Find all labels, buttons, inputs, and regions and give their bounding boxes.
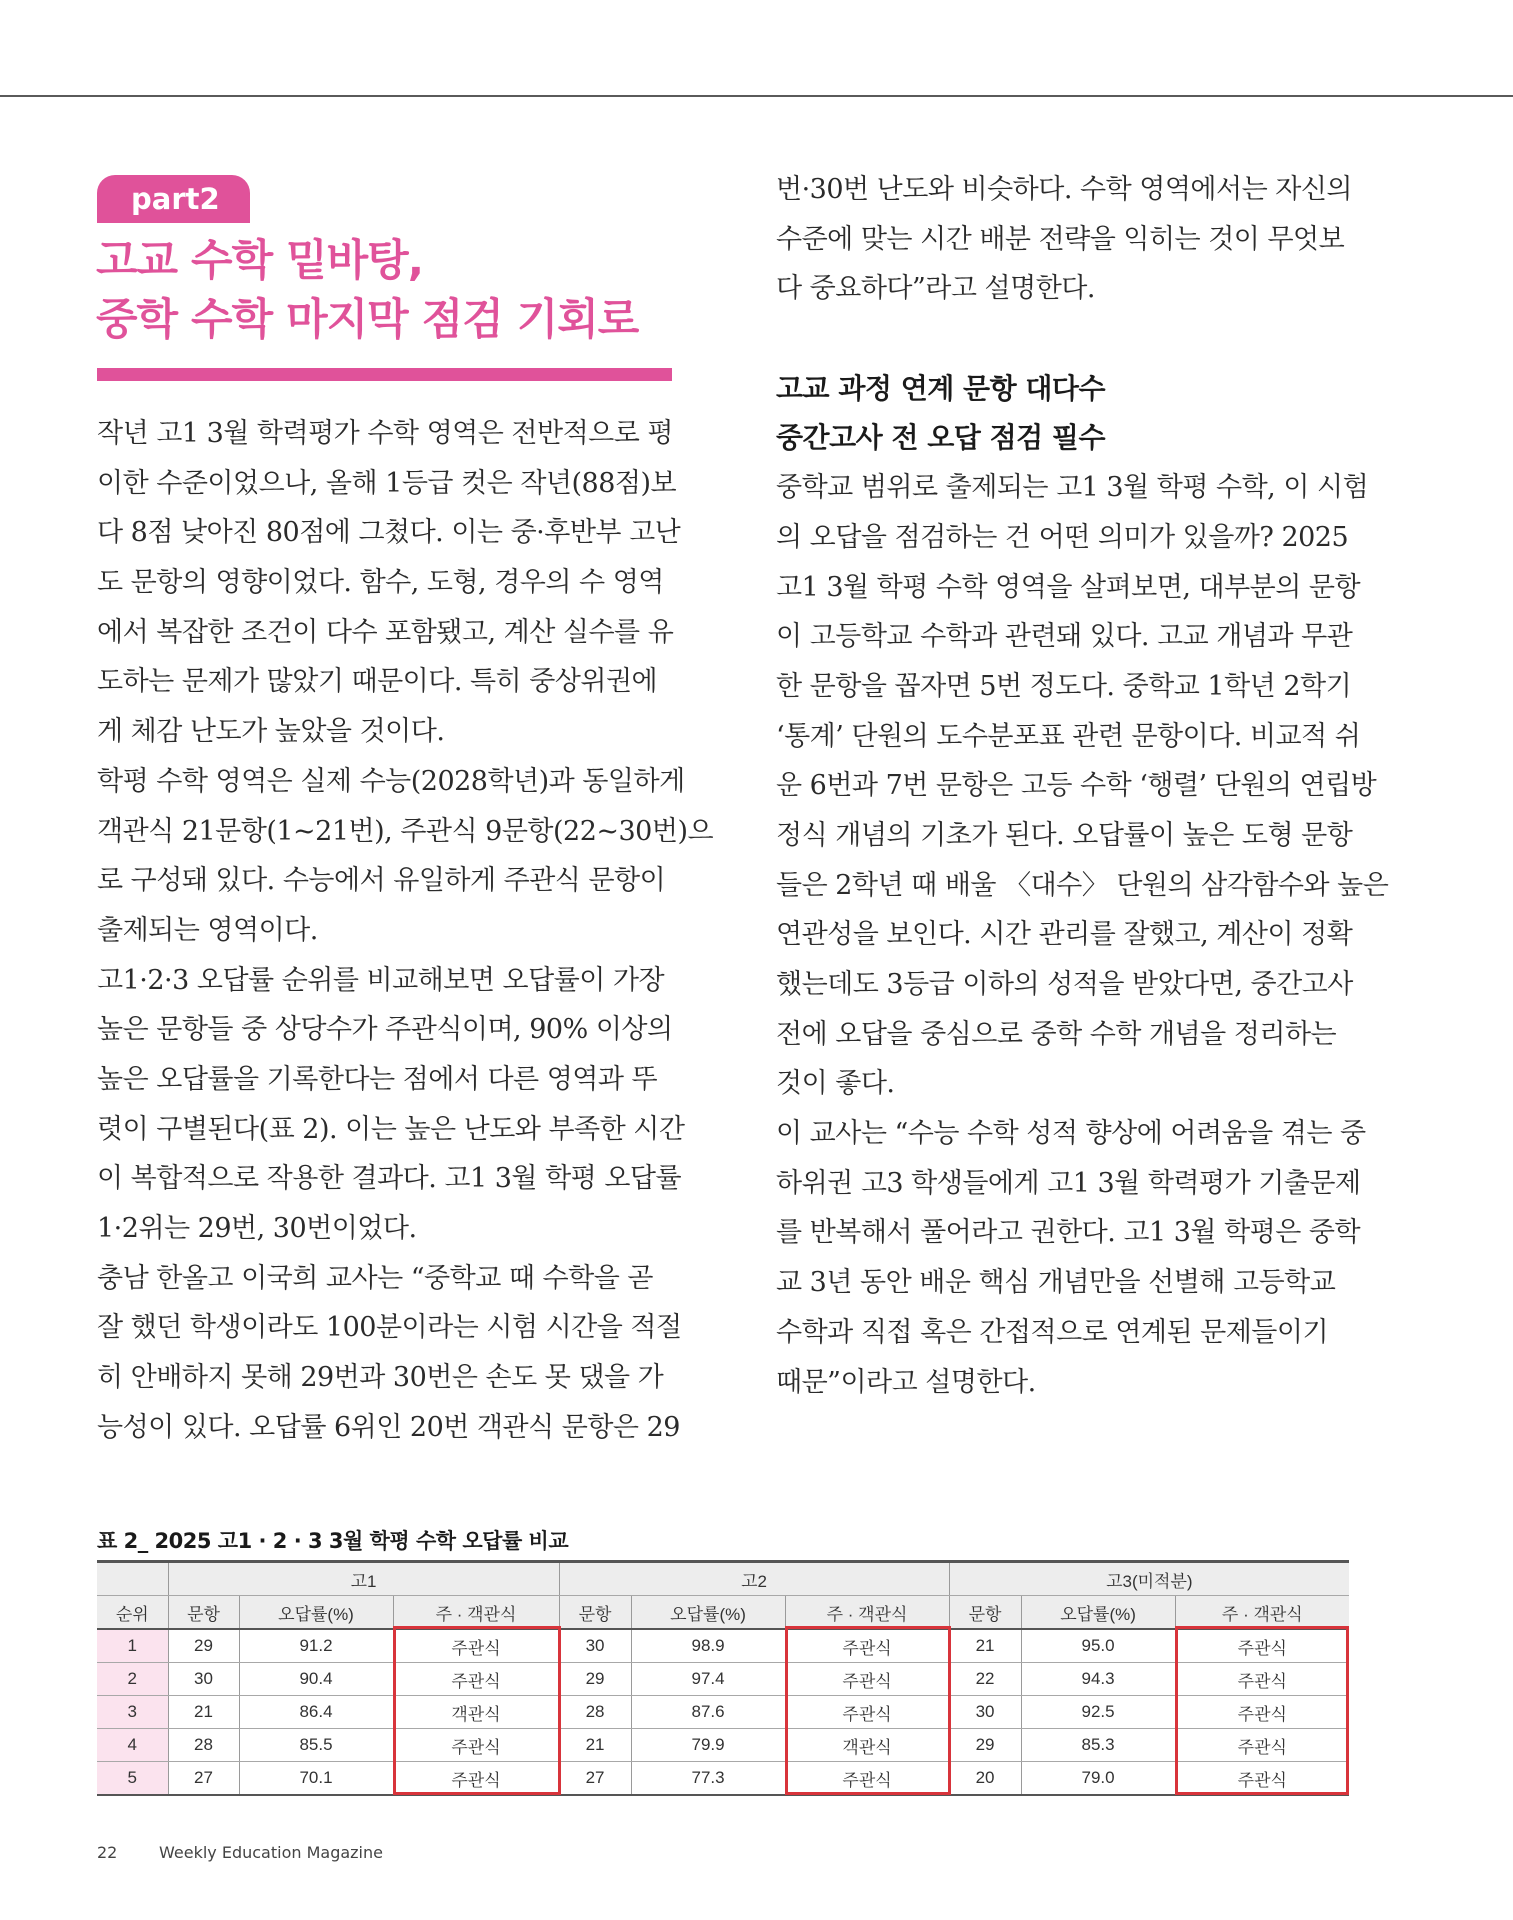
body-text-line: 중학교 범위로 출제되는 고1 3월 학평 수학, 이 시험 <box>776 472 1369 504</box>
sub-header: 주 · 객관식 <box>785 1596 949 1630</box>
question-type-cell: 객관식 <box>393 1696 559 1729</box>
item-cell: 30 <box>949 1696 1021 1729</box>
question-type-cell: 주관식 <box>393 1629 559 1663</box>
item-cell: 29 <box>949 1729 1021 1762</box>
body-text-line: 연관성을 보인다. 시간 관리를 잘했고, 계산이 정확 <box>776 919 1353 951</box>
body-text-line: 작년 고1 3월 학력평가 수학 영역은 전반적으로 평 <box>97 418 673 449</box>
headline-line: 고교 수학 밑바탕, <box>96 236 424 286</box>
magazine-name: Weekly Education Magazine <box>159 1843 383 1862</box>
body-text-line: 다 8점 낮아진 80점에 그쳤다. 이는 중·후반부 고난 <box>97 517 681 549</box>
table-caption: 표 2_ 2025 고1 · 2 · 3 3월 학평 수학 오답률 비교 <box>97 1529 569 1553</box>
item-cell: 22 <box>949 1663 1021 1696</box>
headline <box>96 232 696 350</box>
body-text-line: 고1 3월 학평 수학 영역을 살펴보면, 대부분의 문항 <box>776 571 1361 603</box>
item-cell: 21 <box>559 1729 631 1762</box>
headline-line: 중학 수학 마지막 점검 기회로 <box>96 295 639 345</box>
group-header: 고2 <box>559 1562 949 1596</box>
sub-header: 주 · 객관식 <box>1175 1596 1349 1630</box>
body-text-line: 를 반복해서 풀어라고 권한다. 고1 3월 학평은 중학 <box>776 1217 1361 1249</box>
body-text-line: 1·2위는 29번, 30번이었다. <box>97 1213 417 1244</box>
body-text-line: 전에 오답을 중심으로 중학 수학 개념을 정리하는 <box>776 1018 1337 1050</box>
group-header: 고3(미적분) <box>949 1562 1349 1596</box>
sub-header: 오답률(%) <box>1021 1596 1175 1630</box>
sub-header: 오답률(%) <box>631 1596 785 1630</box>
error-rate-cell: 79.0 <box>1021 1762 1175 1796</box>
body-text-line: 출제되는 영역이다. <box>97 914 318 946</box>
question-type-cell: 주관식 <box>1175 1696 1349 1729</box>
table-row <box>97 1729 1349 1762</box>
body-text-line: 교 3년 동안 배운 핵심 개념만을 선별해 고등학교 <box>776 1267 1336 1299</box>
question-type-cell: 주관식 <box>1175 1729 1349 1762</box>
rank-cell: 2 <box>97 1663 168 1696</box>
rank-cell: 1 <box>97 1629 168 1663</box>
headline-underline <box>97 368 672 381</box>
rank-header: 순위 <box>97 1596 168 1630</box>
error-rate-cell: 97.4 <box>631 1663 785 1696</box>
table-row <box>97 1762 1349 1796</box>
subheading-line: 고교 과정 연계 문항 대다수 <box>776 371 1106 405</box>
error-rate-cell: 90.4 <box>239 1663 393 1696</box>
body-text-line: 의 오답을 점검하는 건 어떤 의미가 있을까? 2025 <box>776 521 1349 553</box>
error-rate-cell: 98.9 <box>631 1629 785 1663</box>
item-cell: 28 <box>559 1696 631 1729</box>
question-type-cell: 주관식 <box>1175 1762 1349 1796</box>
left-column <box>97 409 714 1452</box>
body-text-line: 했는데도 3등급 이하의 성적을 받았다면, 중간고사 <box>776 969 1353 1000</box>
body-text-line: 렷이 구별된다(표 2). 이는 높은 난도와 부족한 시간 <box>97 1113 685 1145</box>
body-text-line: ‘통계’ 단원의 도수분포표 관련 문항이다. 비교적 쉬 <box>776 720 1361 752</box>
sub-header: 문항 <box>559 1596 631 1630</box>
sub-header: 문항 <box>949 1596 1021 1630</box>
error-rate-cell: 91.2 <box>239 1629 393 1663</box>
body-text-line: 이 고등학교 수학과 관련돼 있다. 고교 개념과 무관 <box>776 621 1353 653</box>
rank-cell: 3 <box>97 1696 168 1729</box>
body-text-line: 한 문항을 꼽자면 5번 정도다. 중학교 1학년 2학기 <box>776 670 1352 702</box>
item-cell: 27 <box>168 1762 239 1796</box>
sub-header: 주 · 객관식 <box>393 1596 559 1630</box>
subheading-line: 중간고사 전 오답 점검 필수 <box>776 421 1106 455</box>
body-text-line: 능성이 있다. 오답률 6위인 20번 객관식 문항은 29 <box>97 1411 680 1443</box>
table-row <box>97 1663 1349 1696</box>
error-rate-table <box>97 1560 1349 1796</box>
item-cell: 29 <box>168 1629 239 1663</box>
question-type-cell: 주관식 <box>393 1729 559 1762</box>
body-text-line: 높은 오답률을 기록한다는 점에서 다른 영역과 뚜 <box>97 1063 658 1095</box>
error-rate-cell: 87.6 <box>631 1696 785 1729</box>
body-text-line: 다 중요하다”라고 설명한다. <box>776 273 1095 305</box>
error-rate-cell: 95.0 <box>1021 1629 1175 1663</box>
body-text-line: 충남 한올고 이국희 교사는 “중학교 때 수학을 곧 <box>97 1262 653 1294</box>
error-rate-cell: 86.4 <box>239 1696 393 1729</box>
page-footer <box>97 1843 383 1862</box>
body-text-line: 수준에 맞는 시간 배분 전략을 익히는 것이 무엇보 <box>776 223 1345 255</box>
question-type-cell: 주관식 <box>1175 1629 1349 1663</box>
body-text-line: 객관식 21문항(1~21번), 주관식 9문항(22~30번)으 <box>97 815 714 847</box>
table-row <box>97 1629 1349 1663</box>
body-text-line: 이 교사는 “수능 수학 성적 향상에 어려움을 겪는 중 <box>776 1118 1366 1150</box>
error-rate-cell: 70.1 <box>239 1762 393 1796</box>
item-cell: 21 <box>168 1696 239 1729</box>
rank-cell: 5 <box>97 1762 168 1796</box>
rank-cell: 4 <box>97 1729 168 1762</box>
question-type-cell: 주관식 <box>393 1762 559 1796</box>
body-text-line: 이 복합적으로 작용한 결과다. 고1 3월 학평 오답률 <box>97 1163 682 1195</box>
item-cell: 27 <box>559 1762 631 1796</box>
body-text-line: 로 구성돼 있다. 수능에서 유일하게 주관식 문항이 <box>97 865 666 897</box>
body-text-line: 높은 문항들 중 상당수가 주관식이며, 90% 이상의 <box>97 1014 673 1046</box>
body-text-line: 운 6번과 7번 문항은 고등 수학 ‘행렬’ 단원의 연립방 <box>776 770 1377 802</box>
table-header-blank <box>97 1562 168 1596</box>
body-text-line: 잘 했던 학생이라도 100분이라는 시험 시간을 적절 <box>97 1312 682 1344</box>
body-text-line: 정식 개념의 기초가 된다. 오답률이 높은 도형 문항 <box>776 819 1353 851</box>
item-cell: 30 <box>168 1663 239 1696</box>
page-number: 22 <box>97 1843 118 1862</box>
body-text-line: 에서 복잡한 조건이 다수 포함됐고, 계산 실수를 유 <box>97 616 674 648</box>
item-cell: 21 <box>949 1629 1021 1663</box>
sub-header: 문항 <box>168 1596 239 1630</box>
body-text-line: 들은 2학년 때 배울 〈대수〉 단원의 삼각함수와 높은 <box>776 869 1389 901</box>
body-text-line: 수학과 직접 혹은 간접적으로 연계된 문제들이기 <box>776 1316 1329 1348</box>
item-cell: 30 <box>559 1629 631 1663</box>
item-cell: 29 <box>559 1663 631 1696</box>
part-label: part2 <box>97 175 250 223</box>
question-type-cell: 주관식 <box>785 1696 949 1729</box>
body-text-line: 게 체감 난도가 높았을 것이다. <box>97 716 445 748</box>
body-text-line: 이한 수준이었으나, 올해 1등급 컷은 작년(88점)보 <box>97 467 677 499</box>
body-text-line: 도하는 문제가 많았기 때문이다. 특히 중상위권에 <box>97 666 658 698</box>
body-text-line: 학평 수학 영역은 실제 수능(2028학년)과 동일하게 <box>97 765 685 797</box>
error-rate-cell: 92.5 <box>1021 1696 1175 1729</box>
group-header: 고1 <box>168 1562 559 1596</box>
error-rate-cell: 85.3 <box>1021 1729 1175 1762</box>
item-cell: 28 <box>168 1729 239 1762</box>
top-rule <box>0 95 1513 97</box>
error-rate-cell: 85.5 <box>239 1729 393 1762</box>
body-text-line: 도 문항의 영향이었다. 함수, 도형, 경우의 수 영역 <box>97 567 664 599</box>
body-text-line: 때문”이라고 설명한다. <box>776 1366 1036 1398</box>
body-text-line: 것이 좋다. <box>776 1068 895 1100</box>
body-text-line: 히 안배하지 못해 29번과 30번은 손도 못 댔을 가 <box>97 1362 664 1394</box>
right-column <box>776 165 1389 1407</box>
error-rate-cell: 79.9 <box>631 1729 785 1762</box>
item-cell: 20 <box>949 1762 1021 1796</box>
question-type-cell: 주관식 <box>393 1663 559 1696</box>
question-type-cell: 주관식 <box>785 1762 949 1796</box>
error-rate-cell: 77.3 <box>631 1762 785 1796</box>
sub-header: 오답률(%) <box>239 1596 393 1630</box>
question-type-cell: 객관식 <box>785 1729 949 1762</box>
question-type-cell: 주관식 <box>1175 1663 1349 1696</box>
question-type-cell: 주관식 <box>785 1663 949 1696</box>
body-text-line: 하위권 고3 학생들에게 고1 3월 학력평가 기출문제 <box>776 1167 1361 1199</box>
body-text-line: 번·30번 난도와 비슷하다. 수학 영역에서는 자신의 <box>776 174 1352 205</box>
error-rate-cell: 94.3 <box>1021 1663 1175 1696</box>
body-text-line: 고1·2·3 오답률 순위를 비교해보면 오답률이 가장 <box>97 964 665 996</box>
question-type-cell: 주관식 <box>785 1629 949 1663</box>
table-row <box>97 1696 1349 1729</box>
